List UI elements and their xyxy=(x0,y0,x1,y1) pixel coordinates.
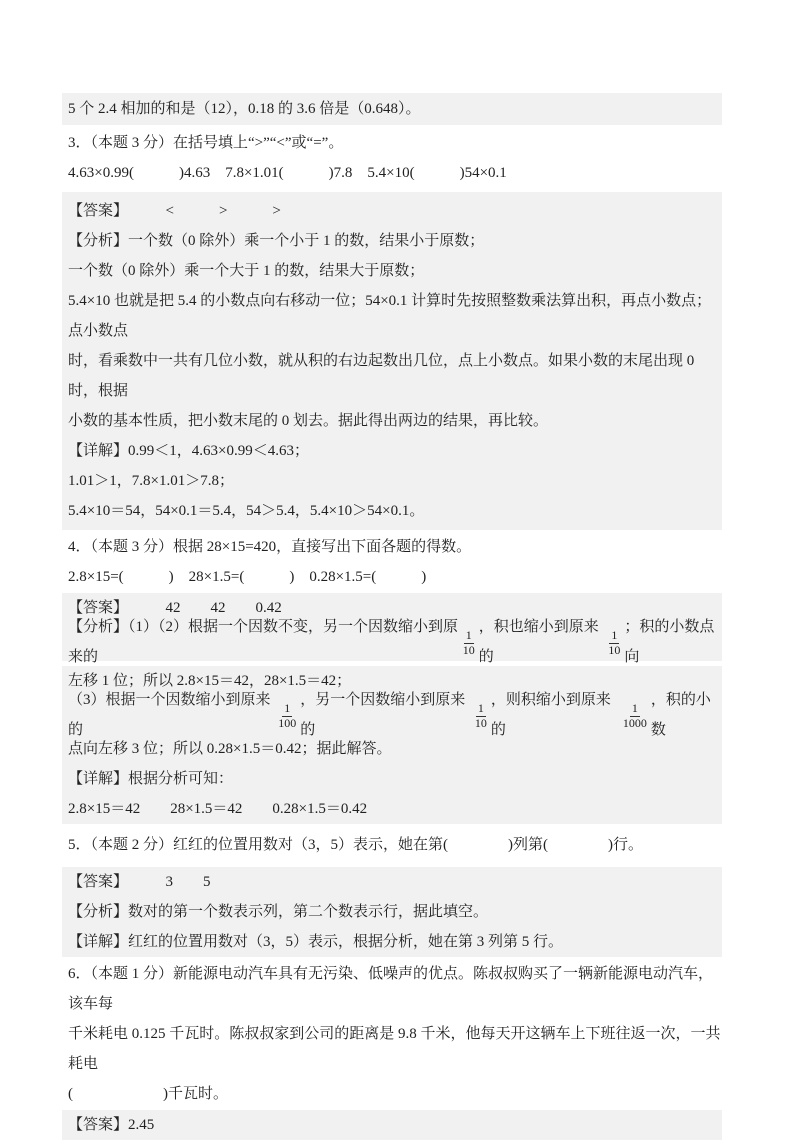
answer-line: 5 个 2.4 相加的和是（12），0.18 的 3.6 倍是（0.648）。 xyxy=(68,101,421,117)
question-5 xyxy=(62,824,722,867)
fraction-numerator: 1 xyxy=(465,628,472,643)
fraction-numerator: 1 xyxy=(631,701,638,716)
fill-blank-line: ( )千瓦时。 xyxy=(68,1086,228,1102)
analysis-line: 一个数（0 除外）乘一个大于 1 的数，结果大于原数； xyxy=(68,263,425,279)
analysis-line: 小数的基本性质，把小数末尾的 0 划去。据此得出两边的结果，再比较。 xyxy=(68,413,549,429)
analysis-line-with-fractions xyxy=(68,692,722,738)
question-4 xyxy=(62,530,722,593)
detail-line: 2.8×15＝42 28×1.5＝42 0.28×1.5＝0.42 xyxy=(68,801,368,817)
answer-line: 【答案】 3 5 xyxy=(68,874,211,890)
fraction-denominator: 10 xyxy=(608,642,621,657)
fraction xyxy=(462,629,476,656)
answer-section-q3 xyxy=(62,192,722,530)
analysis-text: （3）根据一个因数缩小到原来的 xyxy=(68,692,271,738)
question-6 xyxy=(62,957,722,1110)
fraction xyxy=(277,702,297,729)
answer-section-q4b xyxy=(62,666,722,824)
answer-line: 【答案】2.45 xyxy=(68,1117,155,1133)
analysis-line: 【分析】一个数（0 除外）乘一个小于 1 的数，结果小于原数； xyxy=(68,233,485,249)
fraction-denominator: 10 xyxy=(462,642,475,657)
question-title: 3．（本题 3 分）在括号填上“>”“<”或“=”。 xyxy=(68,135,344,151)
analysis-line: 时，看乘数中一共有几位小数，就从积的右边起数出几位，点上小数点。如果小数的末尾出现 0 时，根据 xyxy=(68,353,699,399)
analysis-line: 左移 1 位；所以 2.8×15＝42，28×1.5＝42； xyxy=(68,673,352,689)
fraction-numerator: 1 xyxy=(477,701,484,716)
analysis-text: ，另一个因数缩小到原来的 xyxy=(300,692,466,738)
analysis-line: 【分析】数对的第一个数表示列，第二个数表示行，据此填空。 xyxy=(68,904,489,920)
analysis-text: ，则积缩小到原来的 xyxy=(490,692,611,738)
equation-line: 2.8×15=( ) 28×1.5=( ) 0.28×1.5=( ) xyxy=(68,569,427,585)
question-3 xyxy=(62,125,722,192)
detail-line: 【详解】根据分析可知： xyxy=(68,771,234,787)
fraction xyxy=(622,702,648,729)
answer-section-q4a xyxy=(62,593,722,665)
detail-line: 【详解】0.99＜1，4.63×0.99＜4.63； xyxy=(68,443,309,459)
analysis-text: ，积的小数 xyxy=(650,692,711,738)
answer-section-q2 xyxy=(62,93,722,125)
analysis-text: ，积也缩小到原来的 xyxy=(478,619,599,665)
fraction-numerator: 1 xyxy=(284,701,291,716)
answer-section-q5 xyxy=(62,867,722,957)
question-title: 6．（本题 1 分）新能源电动汽车具有无污染、低噪声的优点。陈叔叔购买了一辆新能源电动汽车，该车每 xyxy=(68,966,714,1012)
fraction-numerator: 1 xyxy=(611,628,618,643)
fraction-denominator: 10 xyxy=(474,715,487,730)
detail-line: 1.01＞1，7.8×1.01＞7.8； xyxy=(68,473,234,489)
answer-section-q6 xyxy=(62,1110,722,1140)
analysis-line: 5.4×10 也就是把 5.4 的小数点向右移动一位；54×0.1 计算时先按照整数乘法算出积，再点小数点；点小数点 xyxy=(68,293,712,339)
fraction-denominator: 100 xyxy=(278,715,297,730)
detail-line: 5.4×10＝54，54×0.1＝5.4，54＞5.4，5.4×10＞54×0.1。 xyxy=(68,503,425,519)
answer-line: 【答案】 < > > xyxy=(68,203,281,219)
fraction-denominator: 1000 xyxy=(622,715,647,730)
question-title: 5．（本题 2 分）红红的位置用数对（3，5）表示，她在第( )列第( )行。 xyxy=(68,837,643,853)
equation-line: 4.63×0.99( )4.63 7.8×1.01( )7.8 5.4×10( )54×0.1 xyxy=(68,165,507,181)
question-title: 4．（本题 3 分）根据 28×15=420，直接写出下面各题的得数。 xyxy=(68,539,472,555)
analysis-line: 点向左移 3 位；所以 0.28×1.5＝0.42；据此解答。 xyxy=(68,741,392,757)
analysis-text: 【分析】（1）（2）根据一个因数不变，另一个因数缩小到原来的 xyxy=(68,619,459,665)
analysis-line-with-fractions xyxy=(68,619,722,665)
detail-line: 【详解】红红的位置用数对（3，5）表示，根据分析，她在第 3 列第 5 行。 xyxy=(68,934,564,950)
fraction xyxy=(474,702,488,729)
analysis-text: ；积的小数点向 xyxy=(624,619,715,665)
question-text: 千米耗电 0.125 千瓦时。陈叔叔家到公司的距离是 9.8 千米，他每天开这辆车上下班往返一次，一共耗电 xyxy=(68,1026,721,1072)
fraction xyxy=(607,629,621,656)
answer-line: 【答案】 42 42 0.42 xyxy=(68,600,282,616)
